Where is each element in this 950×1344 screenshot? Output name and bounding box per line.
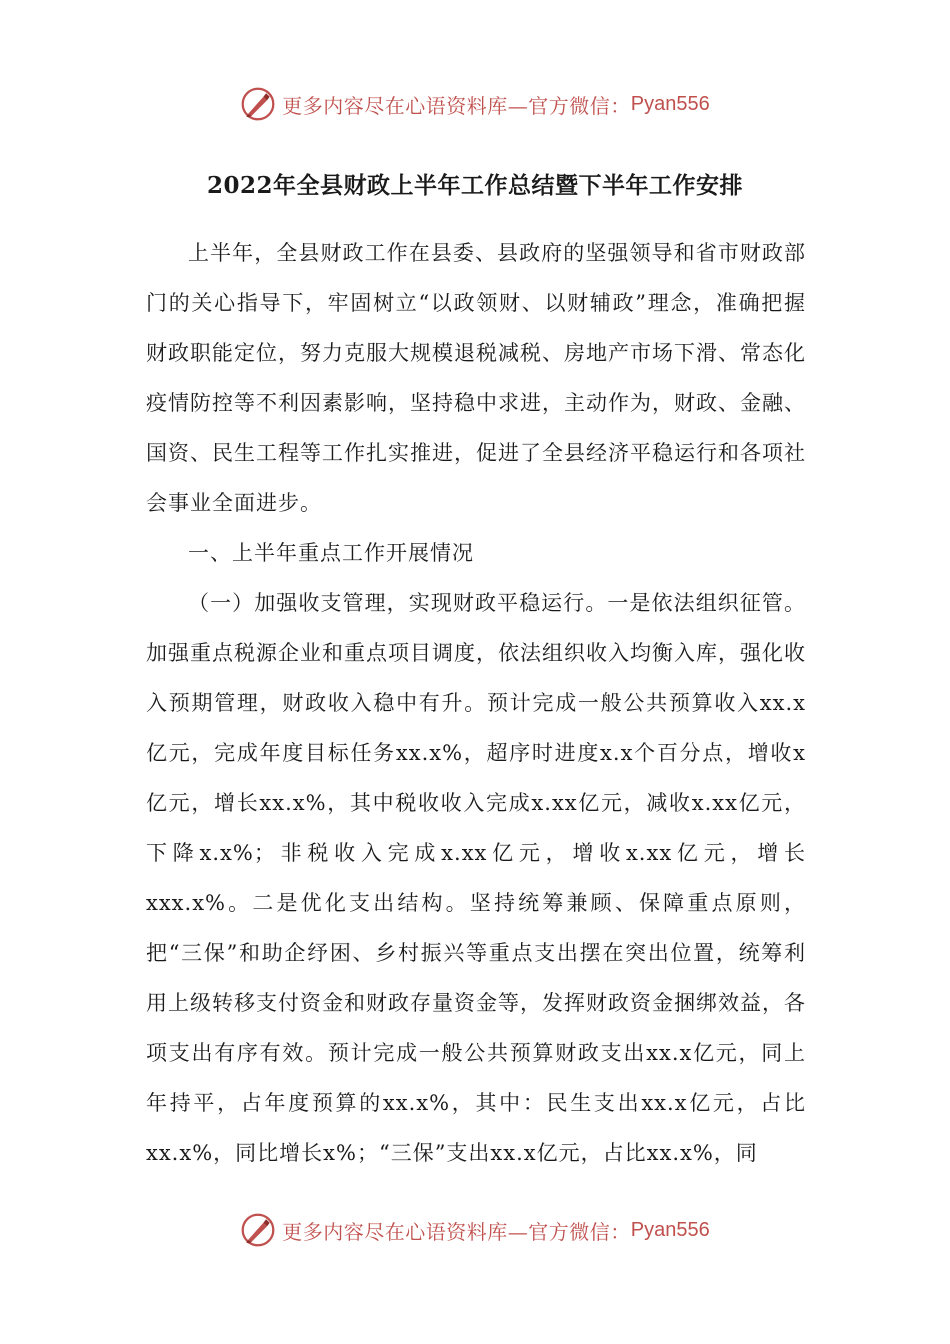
document-title: 2022年全县财政上半年工作总结暨下半年工作安排 <box>206 172 743 199</box>
footer-watermark <box>0 1208 950 1252</box>
document-body <box>146 228 806 1178</box>
pen-logo-icon <box>240 1212 276 1248</box>
pen-logo-icon <box>240 86 276 122</box>
header-watermark <box>0 82 950 126</box>
watermark-text: 更多内容尽在心语资料库—官方微信： <box>282 1219 631 1244</box>
section-heading: 一、上半年重点工作开展情况 <box>188 541 474 565</box>
intro-paragraph: 上半年，全县财政工作在县委、县政府的坚强领导和省市财政部门的关心指导下，牢固树立“以政领财、以财辅政”理念，准确把握财政职能定位，努力克服大规模退税减税、房地产市场下滑、常态化疫情防控等不利因素影响，坚持稳中求进，主动作为，财政、金融、国资、民生工程等工作扎实推进，促进了全县经济平稳运行和各项社会事业全面进步。 <box>146 241 806 515</box>
watermark-text: 更多内容尽在心语资料库—官方微信： <box>282 93 631 118</box>
body-paragraph: （一）加强收支管理，实现财政平稳运行。一是依法组织征管。加强重点税源企业和重点项目调度，依法组织收入均衡入库，强化收入预期管理，财政收入稳中有升。预计完成一般公共预算收入xx.x亿元，完成年度目标任务xx.x%，超序时进度x.x个百分点，增收x亿元，增长xx.x%，其中税收收入完成x.xx亿元，减收x.xx亿元，下降x.x%；非税收入完成x.xx亿元，增收x.xx亿元，增长xxx.x%。二是优化支出结构。坚持统筹兼顾、保障重点原则，把“三保”和助企纾困、乡村振兴等重点支出摆在突出位置，统筹利用上级转移支付资金和财政存量资金等，发挥财政资金捆绑效益，各项支出有序有效。预计完成一般公共预算财政支出xx.x亿元，同上年持平，占年度预算的xx.x%，其中：民生支出xx.x亿元，占比xx.x%，同比增长x%；“三保”支出xx.x亿元，占比xx.x%，同 <box>146 591 806 1165</box>
watermark-wechat-id: Pyan556 <box>630 1218 710 1241</box>
watermark-wechat-id: Pyan556 <box>630 92 710 115</box>
